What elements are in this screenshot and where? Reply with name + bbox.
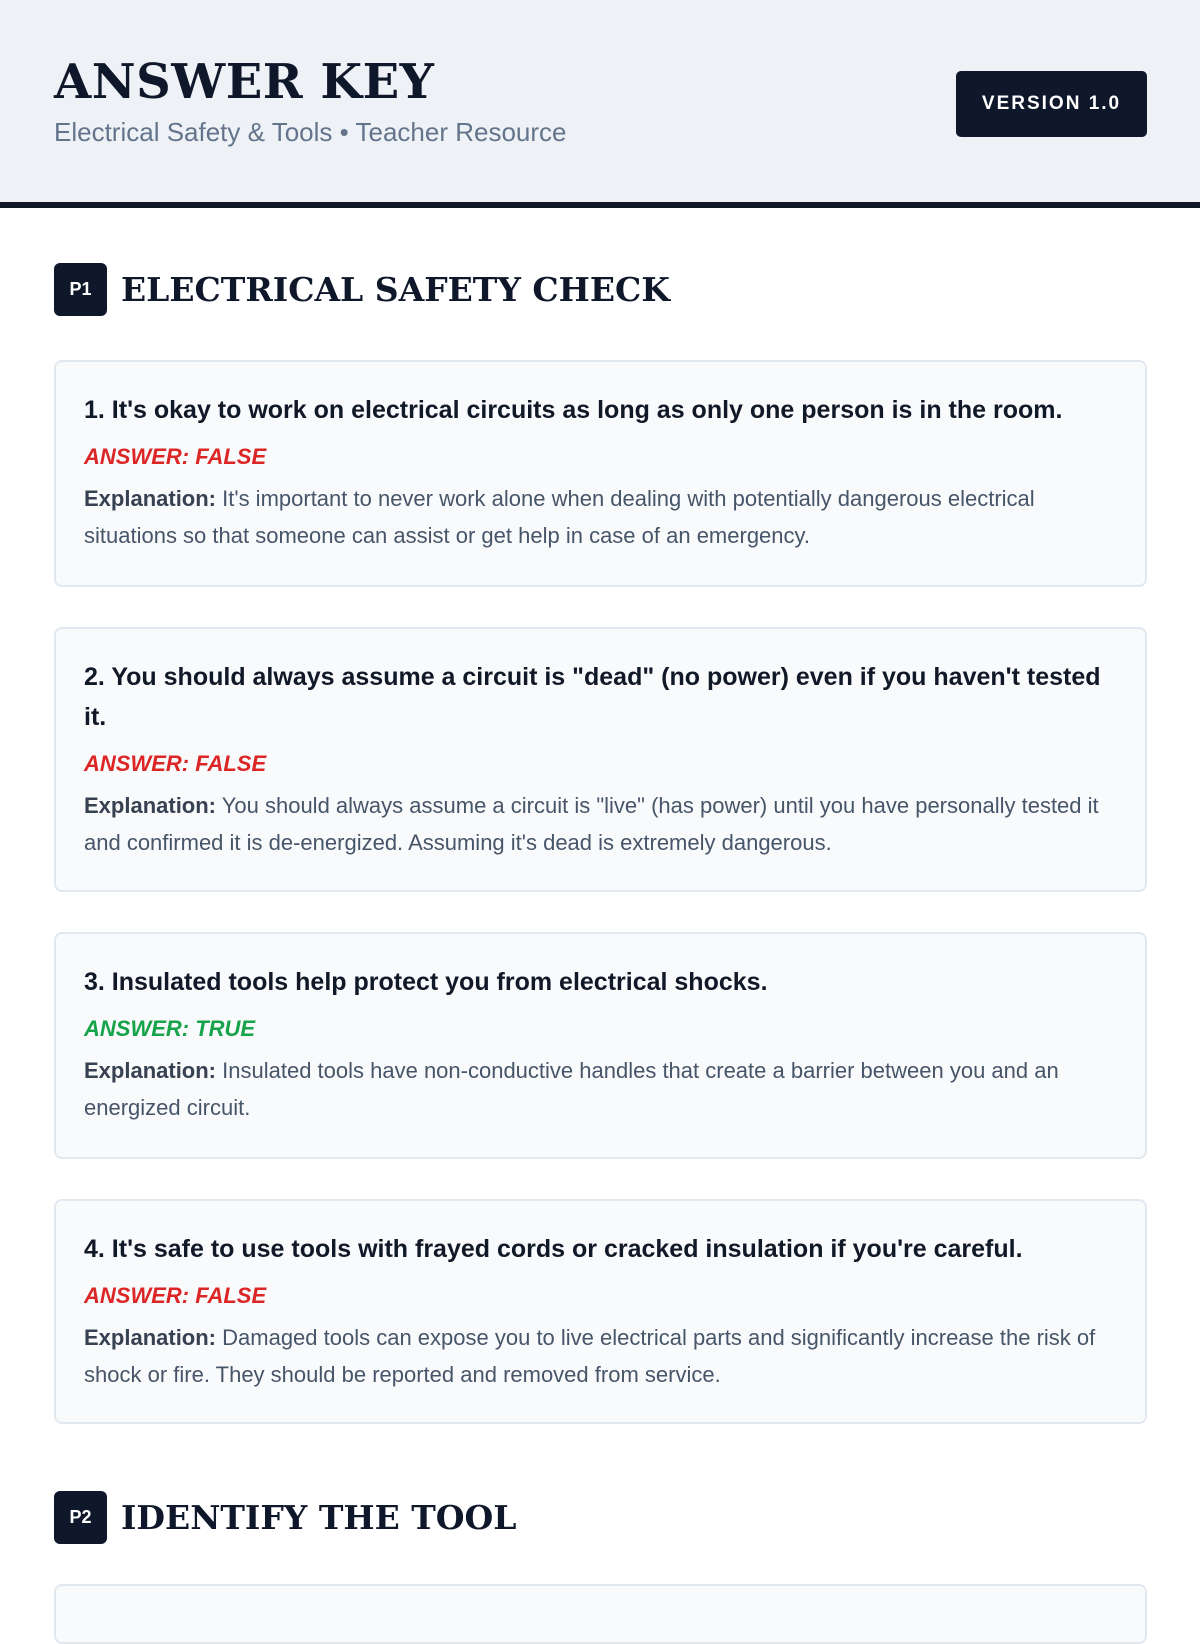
- question-card: [54, 627, 1147, 892]
- answer-label: ANSWER: FALSE: [84, 1283, 267, 1308]
- question-card: [54, 932, 1147, 1159]
- section-header-p2: [54, 1490, 516, 1544]
- explanation-text: You should always assume a circuit is "live" (has power) until you have personally tested it and confirmed it is de-energized. Assuming it's dead is extremely dangerous.: [84, 793, 1099, 855]
- answer-label: ANSWER: FALSE: [84, 444, 267, 469]
- explanation-label: Explanation:: [84, 1325, 217, 1350]
- question-card: [54, 1199, 1147, 1424]
- page-subtitle: Electrical Safety & Tools • Teacher Resource: [54, 117, 567, 147]
- question-text: 4. It's safe to use tools with frayed cords or cracked insulation if you're careful.: [84, 1235, 1023, 1263]
- section-badge: P1: [54, 263, 107, 316]
- question-text: 3. Insulated tools help protect you from electrical shocks.: [84, 968, 768, 996]
- explanation-text: Insulated tools have non-conductive handles that create a barrier between you and an energized circuit.: [84, 1058, 1059, 1120]
- explanation-label: Explanation:: [84, 486, 217, 511]
- explanation: [84, 787, 1117, 861]
- explanation-label: Explanation:: [84, 1058, 217, 1083]
- section-title: IDENTIFY THE TOOL: [121, 1497, 517, 1537]
- question-card: [54, 360, 1147, 587]
- page-title: ANSWER KEY: [54, 54, 435, 110]
- section-header-p1: [54, 262, 670, 316]
- section-title: ELECTRICAL SAFETY CHECK: [121, 269, 670, 309]
- section-badge: P2: [54, 1491, 107, 1544]
- question-card-partial: [54, 1584, 1147, 1644]
- explanation-label: Explanation:: [84, 793, 217, 818]
- explanation-text: Damaged tools can expose you to live electrical parts and significantly increase the risk of shock or fire. They should be reported and removed from service.: [84, 1325, 1096, 1387]
- explanation: [84, 1319, 1117, 1393]
- explanation: [84, 480, 1117, 554]
- explanation: [84, 1052, 1117, 1126]
- page-header: [0, 0, 1200, 208]
- explanation-text: It's important to never work alone when dealing with potentially dangerous electrical situations so that someone can assist or get help in case of an emergency.: [84, 486, 1035, 548]
- question-text: 1. It's okay to work on electrical circuits as long as only one person is in the room.: [84, 396, 1063, 424]
- answer-label: ANSWER: FALSE: [84, 751, 267, 776]
- version-badge: VERSION 1.0: [956, 71, 1147, 137]
- answer-label: ANSWER: TRUE: [84, 1016, 256, 1041]
- question-text: 2. You should always assume a circuit is "dead" (no power) even if you haven't tested it.: [84, 663, 1101, 731]
